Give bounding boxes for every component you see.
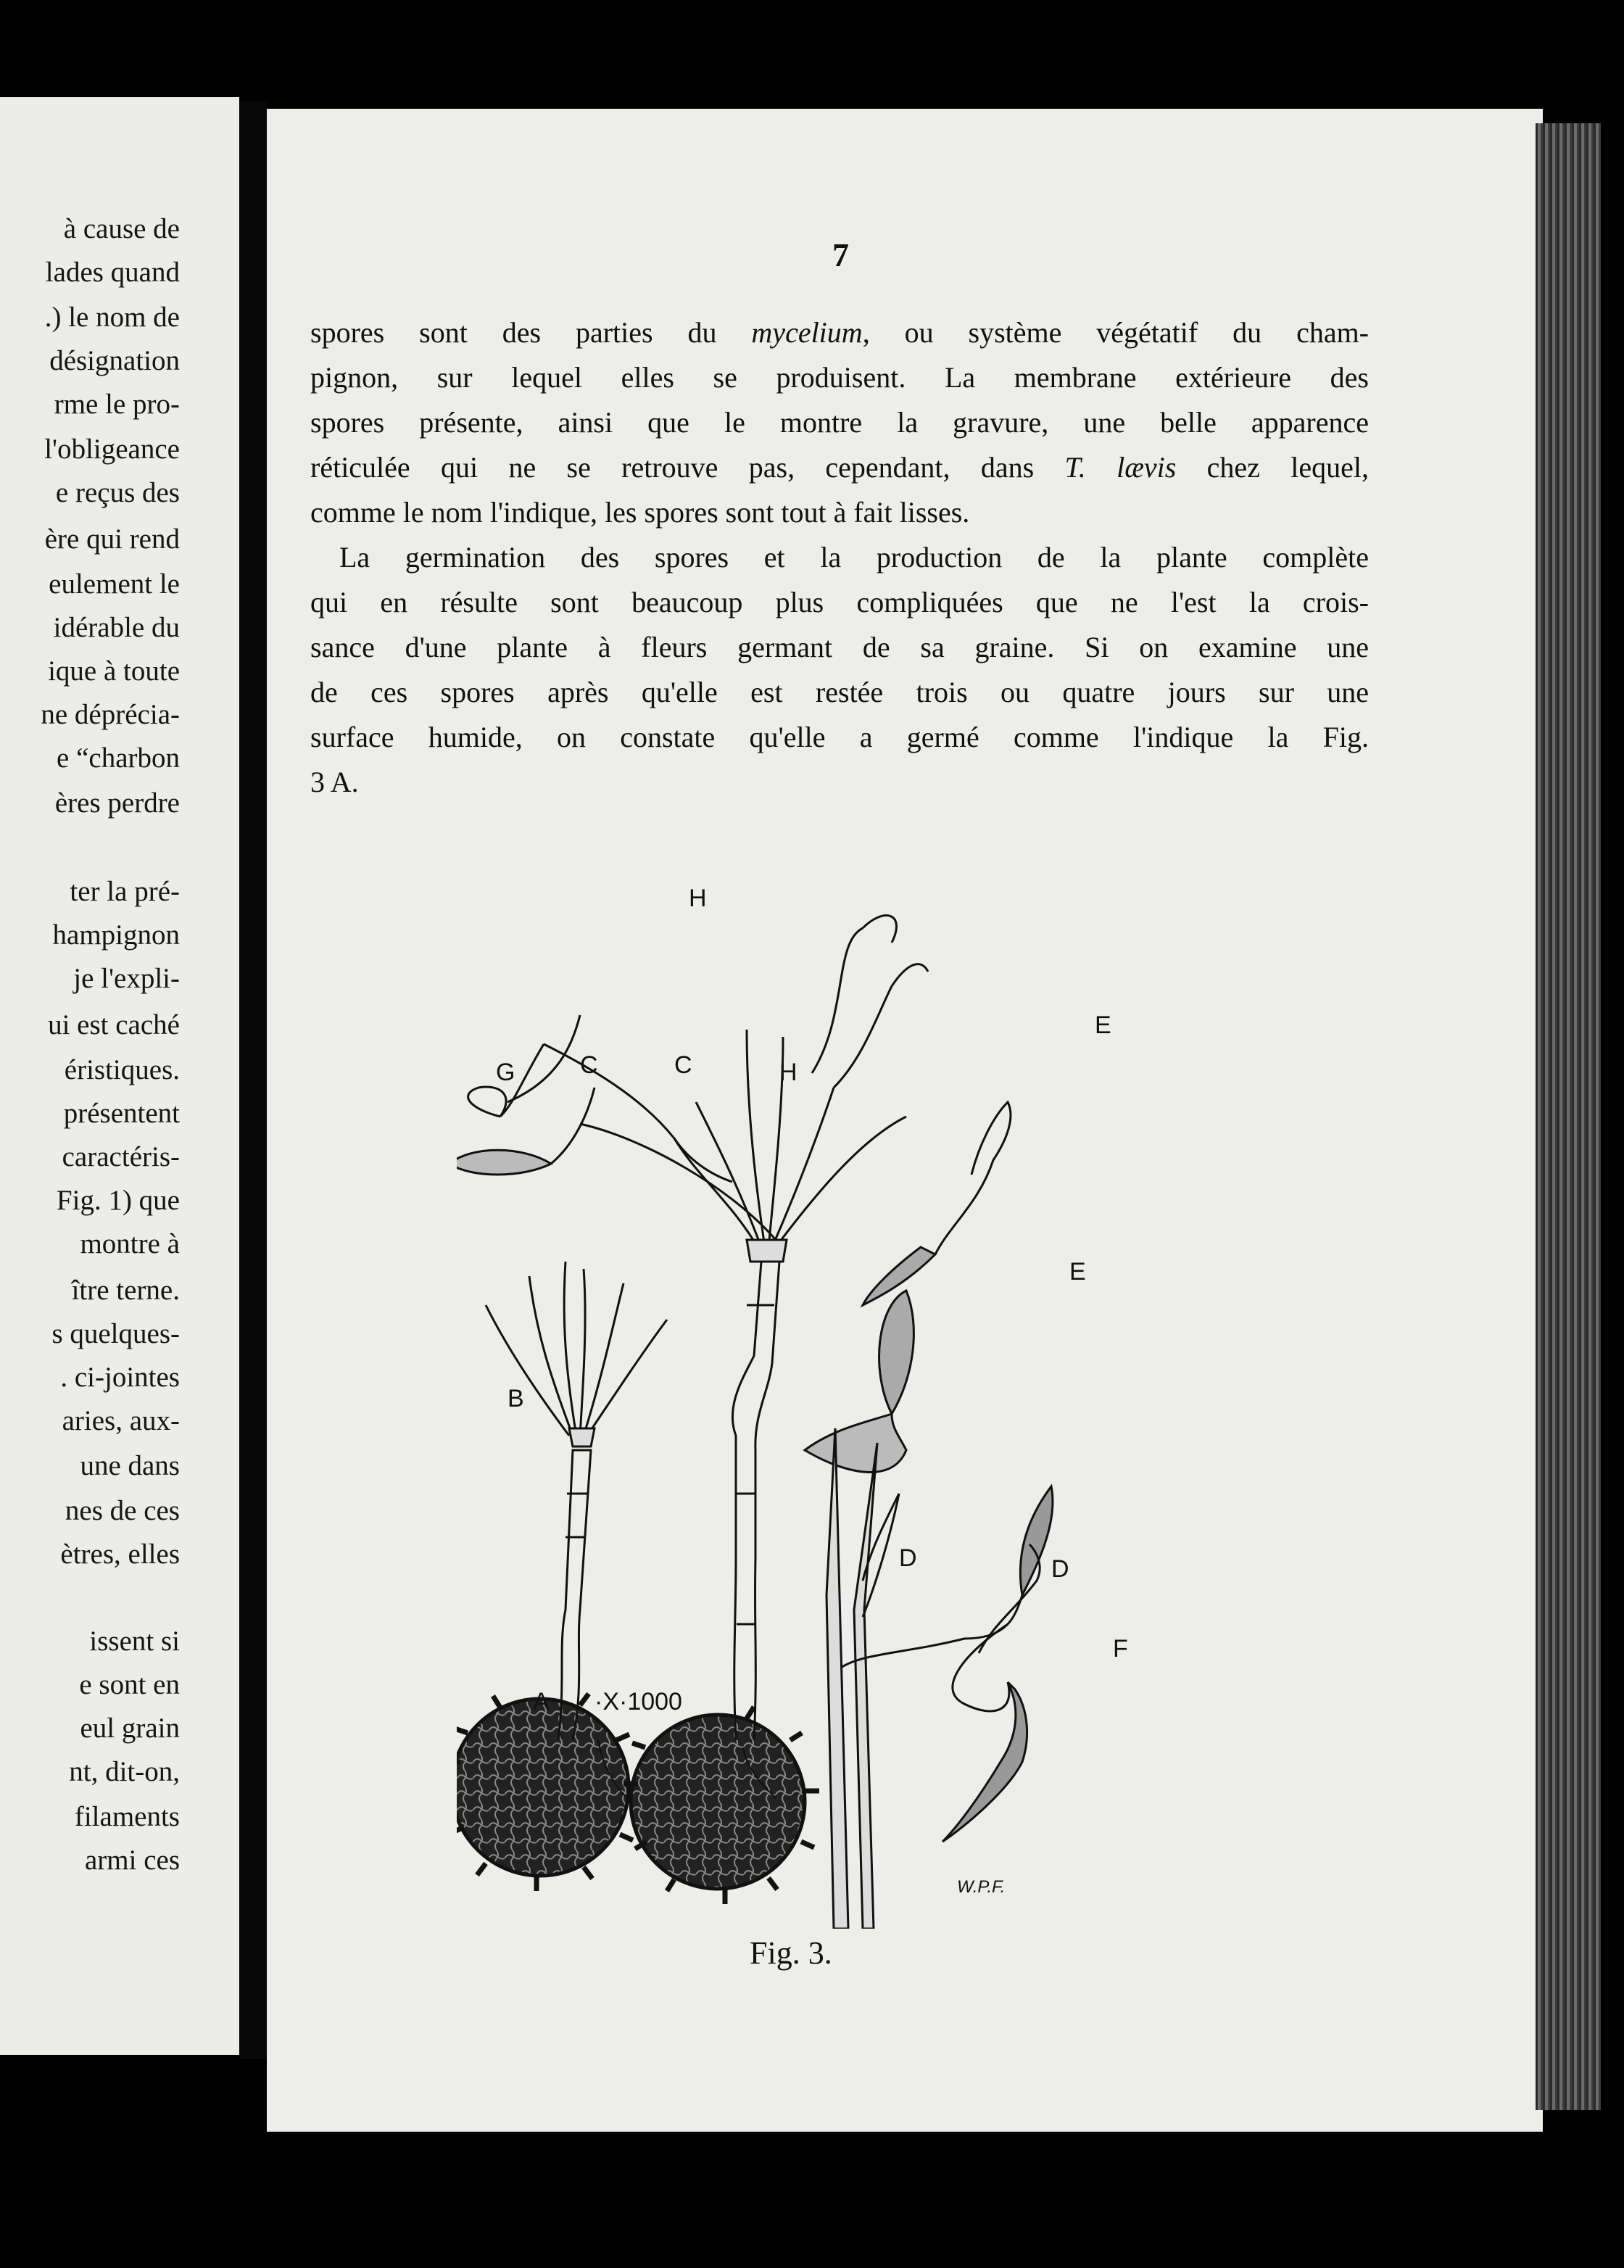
paragraph-2 [310,535,1369,805]
left-page-line: à cause de [63,213,180,244]
page-number: 7 [832,236,849,273]
left-page-line: ique à toute [48,655,180,687]
left-page-line: e reçus des [55,477,180,508]
label-b: B [508,1385,524,1412]
left-page-line: filaments [74,1801,180,1832]
left-page-line: rme le pro- [54,389,180,420]
paragraph-1-line: pignon, sur lequel elles se produisent. La membrane extérieure des [310,361,1369,394]
promycelium-b [486,1262,667,1740]
label-c-1: C [674,1051,692,1079]
label-c-2: C [580,1051,598,1079]
left-page-line: l'obligeance [44,434,180,465]
engraver-signature: W.P.F. [957,1877,1006,1897]
paragraph-2-line: La germination des spores et la production de la plante complète [339,541,1369,574]
left-page-line: .) le nom de [44,302,180,333]
paragraph-2-line: de ces spores après qu'elle est restée trois ou quatre jours sur une [310,676,1369,708]
left-page [0,97,239,2055]
left-page-line: nes de ces [65,1495,180,1526]
sporidium-g [457,1088,594,1175]
left-page-line: lades quand [45,257,180,288]
left-page-line: . ci-jointes [60,1362,180,1393]
sporidium-e-middle [805,1291,914,1472]
book-spine [239,102,267,2059]
sporidium-e-top [863,1102,1011,1305]
left-page-line: une dans [80,1450,180,1481]
page-edges [1536,123,1601,2110]
left-page-line: nt, dit-on, [69,1756,180,1787]
label-g: G [496,1059,515,1086]
label-h-1: H [689,885,707,912]
label-d-1: D [899,1544,917,1572]
left-page-line: s quelques- [51,1318,180,1349]
paragraph-1-line: spores sont des parties du mycelium, ou système végétatif du cham- [310,316,1370,349]
left-page-line: ères perdre [54,787,180,819]
left-page-line: ètres, elles [60,1539,180,1570]
left-page-line: ître terne. [71,1275,180,1306]
left-page-line: Fig. 1) que [56,1185,180,1216]
left-page-line: ter la pré- [70,876,180,907]
left-page-line: désignation [49,345,180,376]
label-f: F [1113,1635,1128,1663]
left-page-line: ère qui rend [44,523,180,555]
left-page-line: présentent [63,1098,180,1129]
left-page-line: éristiques. [64,1054,180,1085]
paragraph-1 [310,310,1369,535]
left-page-line: issent si [89,1626,180,1657]
left-page-line: caractéris- [62,1141,180,1172]
left-page-line: aries, aux- [62,1405,180,1436]
left-page-line: montre à [80,1228,180,1259]
spore-right [624,1707,819,1904]
left-page-line: ui est caché [48,1009,180,1040]
left-page-line: hampignon [52,919,180,951]
left-page-line: armi ces [84,1845,180,1876]
paragraph-2-line: qui en résulte sont beaucoup plus compliquées que ne l'est la crois- [310,586,1369,618]
paragraph-2-line: sance d'une plante à fleurs germant de sa graine. Si on examine une [310,631,1369,663]
paragraph-1-line: comme le nom l'indique, les spores sont tout à fait lisses. [310,496,970,529]
paragraph-2-line: surface humide, on constate qu'elle a germé comme l'indique la Fig. [310,721,1369,753]
left-page-line: idérable du [53,612,180,643]
left-page-line: e sont en [79,1669,180,1700]
label-e-1: E [1095,1011,1111,1039]
left-page-line: je l'expli- [73,963,180,994]
paragraph-2-line: 3 A. [310,766,359,798]
left-page-line: eul grain [80,1713,180,1744]
label-h-2: H [779,1059,798,1086]
left-page-line: eulement le [49,568,180,600]
label-a: A [533,1688,550,1716]
left-page-line: e “charbon [57,742,180,774]
label-magnification: ·X·1000 [594,1688,682,1716]
spore-a [457,1694,642,1891]
paragraph-1-line: spores présente, ainsi que le montre la gravure, une belle apparence [310,406,1369,439]
hyphae-d [826,1428,1053,1929]
figure-3-illustration [457,798,1189,1929]
label-e-2: E [1069,1258,1086,1286]
figure-caption: Fig. 3. [750,1935,832,1971]
left-page-line: ne déprécia- [41,699,180,730]
paragraph-1-line: réticulée qui ne se retrouve pas, cependant, dans T. lævis chez lequel, [310,451,1369,484]
label-d-2: D [1051,1555,1069,1583]
